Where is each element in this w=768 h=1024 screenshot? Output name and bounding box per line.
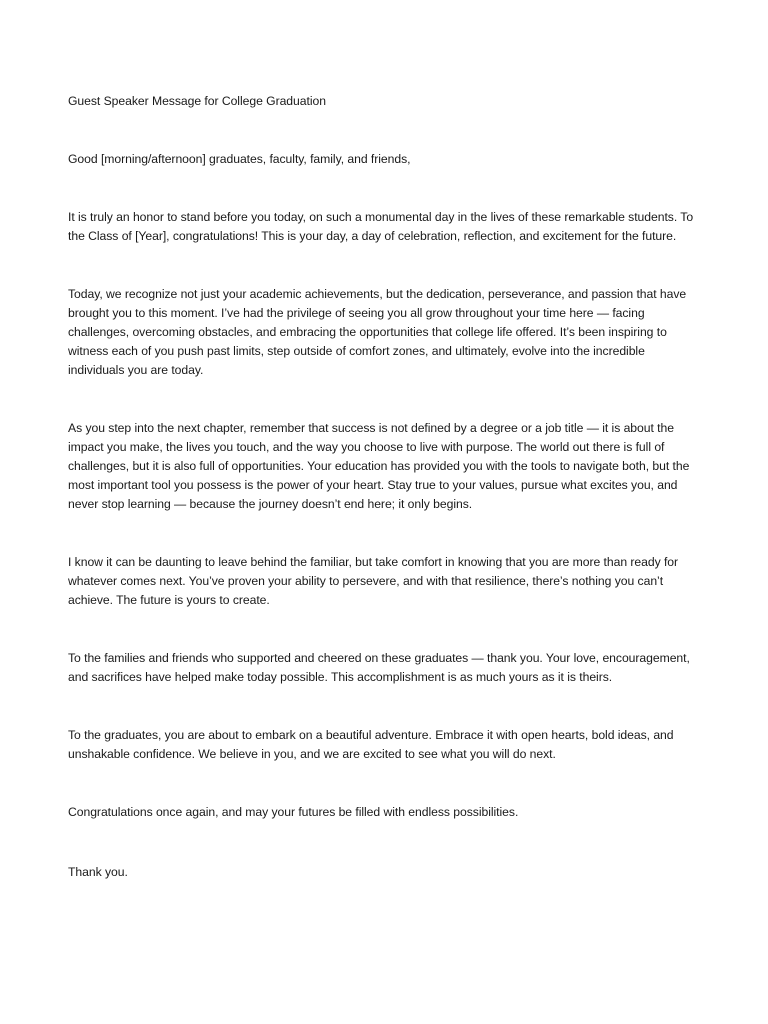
document-title: Guest Speaker Message for College Graduation — [68, 94, 326, 108]
paragraph-next-chapter: As you step into the next chapter, remember that success is not defined by a degree or a job title — it is about the impact you make, the lives you touch, and the way you choose to live with purpose. The world out there is full of challenges, but it is also full of opportunities. Your education has provided you with the tools to navigate both, but the most important tool you possess is the power of your heart. Stay true to your values, pursue what excites you, and never stop learning — because the journey doesn’t end here; it only begins. — [68, 421, 690, 511]
signoff: Thank you. — [68, 865, 128, 879]
paragraph-achievements: Today, we recognize not just your academic achievements, but the dedication, perseverance, and passion that have brought you to this moment. I’ve had the privilege of seeing you all grow throughout your time here — facing challenges, overcoming obstacles, and embracing the opportunities that college life offered. It’s been inspiring to witness each of you push past limits, step outside of comfort zones, and ultimately, evolve into the incredible individuals you are today. — [68, 287, 687, 377]
paragraph-daunting: I know it can be daunting to leave behind the familiar, but take comfort in knowing that you are more than ready for whatever comes next. You’ve proven your ability to persevere, and with that resilience, there’s nothing you can’t achieve. The future is yours to create. — [68, 555, 679, 607]
salutation: Good [morning/afternoon] graduates, faculty, family, and friends, — [68, 152, 411, 166]
paragraph-adventure: To the graduates, you are about to embark on a beautiful adventure. Embrace it with open hearts, bold ideas, and unshakable confidence. We believe in you, and we are excited to see what you will do next. — [68, 728, 674, 761]
paragraph-honor: It is truly an honor to stand before you today, on such a monumental day in the lives of these remarkable students. To the Class of [Year], congratulations! This is your day, a day of celebration, reflection, and excitement for the future. — [68, 210, 694, 243]
paragraph-families: To the families and friends who supported and cheered on these graduates — thank you. Your love, encouragement, and sacrifices have helped make today possible. This accomplishment is as much yours as it is theirs. — [68, 651, 690, 684]
document-body — [68, 92, 700, 882]
closing-line: Congratulations once again, and may your futures be filled with endless possibilities. — [68, 805, 519, 819]
